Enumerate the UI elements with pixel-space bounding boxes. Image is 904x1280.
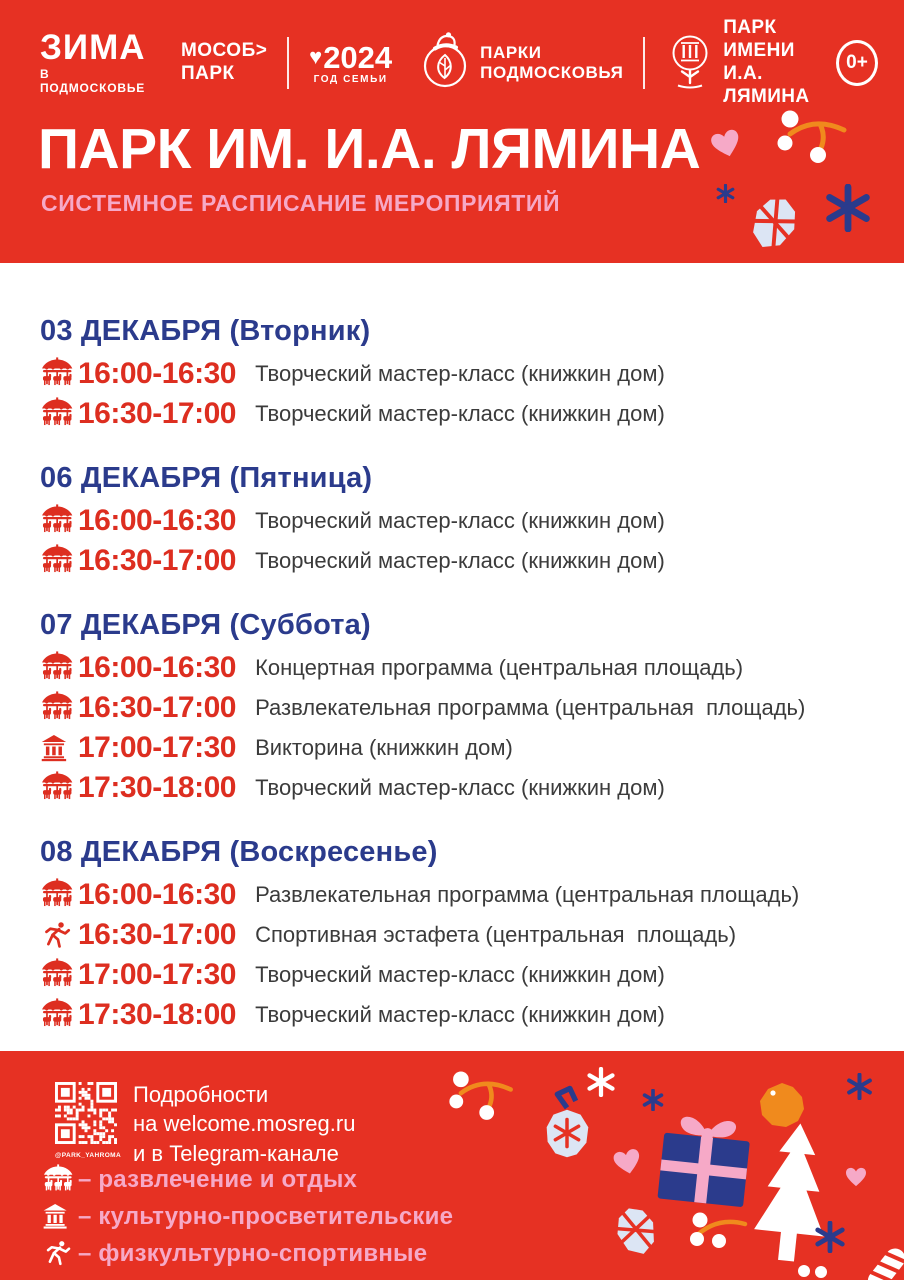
footer xyxy=(0,1051,904,1280)
carousel-icon xyxy=(40,397,78,431)
event-time: 17:30-18:00 xyxy=(78,771,236,804)
event-row xyxy=(40,394,864,434)
header xyxy=(0,0,904,263)
legend xyxy=(42,1161,453,1272)
carousel-icon xyxy=(40,771,78,805)
museum-icon xyxy=(40,734,78,762)
day-block xyxy=(40,464,864,581)
mosobpark-logo xyxy=(181,40,267,86)
event-title: Творческий мастер-класс (книжкин дом) xyxy=(248,775,665,800)
event-time: 16:00-16:30 xyxy=(78,651,236,684)
carousel-icon xyxy=(40,504,78,538)
event-row xyxy=(40,955,864,995)
schedule xyxy=(0,263,904,1051)
qr-caption: @PARK_YAHROMA xyxy=(55,1152,122,1159)
day-block xyxy=(40,317,864,434)
heart-decoration xyxy=(708,127,746,167)
event-time: 16:30-17:00 xyxy=(78,544,236,577)
parki-logo-text xyxy=(480,43,623,84)
snowflake-icon xyxy=(716,184,735,208)
event-title: Творческий мастер-класс (книжкин дом) xyxy=(248,401,665,426)
carousel-icon xyxy=(40,958,78,992)
heart-decoration xyxy=(845,1167,867,1192)
snowflake-icon xyxy=(846,1073,873,1105)
event-time: 16:30-17:00 xyxy=(78,918,236,951)
details-line3: и в Telegram-канале xyxy=(133,1140,339,1166)
carousel-icon xyxy=(40,998,78,1032)
carousel-icon xyxy=(40,878,78,912)
mosobpark-logo-line2: ПАРК xyxy=(180,63,235,84)
park-lyamin-logo xyxy=(665,17,836,108)
carousel-icon xyxy=(40,651,78,685)
berries-decoration xyxy=(688,1207,750,1258)
year-2024-number: 2024 xyxy=(323,39,393,75)
qr-code xyxy=(55,1082,122,1159)
mandarin-decoration xyxy=(758,1081,806,1134)
zima-logo-subtext: В ПОДМОСКОВЬЕ xyxy=(40,67,146,96)
event-title: Развлекательная программа (центральная площадь) xyxy=(248,695,806,720)
event-title: Творческий мастер-класс (книжкин дом) xyxy=(248,508,665,533)
age-rating-badge: 0+ xyxy=(836,40,878,86)
event-time: 17:00-17:30 xyxy=(78,958,236,991)
berries-decoration xyxy=(796,1261,832,1280)
qr-code-image xyxy=(55,1082,117,1144)
event-time: 16:00-16:30 xyxy=(78,878,236,911)
event-title: Творческий мастер-класс (книжкин дом) xyxy=(248,1002,665,1027)
event-time: 16:00-16:30 xyxy=(78,504,236,537)
event-title: Концертная программа (центральная площадь) xyxy=(248,655,744,680)
zima-podmoskovye-logo xyxy=(40,27,147,96)
gift-decoration xyxy=(648,1097,763,1220)
event-title: Развлекательная программа (центральная площадь) xyxy=(248,882,800,907)
berries-decoration xyxy=(776,106,852,171)
day-block xyxy=(40,611,864,808)
park-lyamin-logo-text xyxy=(723,17,836,108)
day-heading: 06 ДЕКАБРЯ (Пятница) xyxy=(40,462,373,494)
museum-icon xyxy=(42,1203,78,1229)
details-line1: Подробности xyxy=(133,1082,269,1107)
poster-subtitle: СИСТЕМНОЕ РАСПИСАНИЕ МЕРОПРИЯТИЙ xyxy=(41,190,561,216)
parki-line2: ПОДМОСКОВЬЯ xyxy=(480,63,624,82)
logo-divider xyxy=(287,37,289,89)
poster-title: ПАРК ИМ. И.А. ЛЯМИНА xyxy=(38,117,701,181)
event-row xyxy=(40,501,864,541)
parki-line1: ПАРКИ xyxy=(480,42,542,62)
leaf-in-hat-icon xyxy=(418,32,472,95)
heart-icon: ♥ xyxy=(309,44,323,69)
christmas-tree-decoration xyxy=(734,1116,851,1280)
event-row xyxy=(40,995,864,1035)
event-row xyxy=(40,768,864,808)
event-time: 16:00-16:30 xyxy=(78,357,236,390)
day-heading: 03 ДЕКАБРЯ (Вторник) xyxy=(40,315,371,347)
carousel-icon xyxy=(40,544,78,578)
parki-podmoskovya-logo xyxy=(418,32,623,95)
event-time: 17:00-17:30 xyxy=(78,731,236,764)
legend-label: – развлечение и отдых xyxy=(78,1165,358,1193)
runner-icon xyxy=(42,1239,78,1268)
legend-row xyxy=(42,1161,453,1198)
event-title: Спортивная эстафета (центральная площадь) xyxy=(248,922,737,947)
snowflake-icon xyxy=(814,1221,846,1258)
pinecone-decoration xyxy=(608,1200,666,1267)
day-heading: 07 ДЕКАБРЯ (Суббота) xyxy=(40,609,371,641)
snowflake-icon xyxy=(824,184,872,237)
year-2024-text xyxy=(309,39,393,75)
logo-divider xyxy=(643,37,645,89)
event-row xyxy=(40,688,864,728)
park-name-line2: И.А. ЛЯМИНА xyxy=(723,63,810,107)
pinecone-decoration xyxy=(739,187,808,263)
event-time: 17:30-18:00 xyxy=(78,998,236,1031)
event-title: Творческий мастер-класс (книжкин дом) xyxy=(248,548,665,573)
year-2024-caption: ГОД СЕМЬИ xyxy=(313,73,388,85)
event-time: 16:30-17:00 xyxy=(78,691,236,724)
legend-row xyxy=(42,1198,453,1235)
park-name-line1: ПАРК ИМЕНИ xyxy=(723,17,795,62)
snowflake-icon xyxy=(642,1089,664,1116)
event-row xyxy=(40,875,864,915)
snowflake-icon xyxy=(586,1067,616,1102)
event-title: Творческий мастер-класс (книжкин дом) xyxy=(248,361,665,386)
logo-row xyxy=(40,17,878,107)
legend-label: – физкультурно-спортивные xyxy=(78,1239,428,1267)
candy-decoration xyxy=(857,1241,904,1280)
event-row xyxy=(40,541,864,581)
event-row xyxy=(40,728,864,768)
day-heading: 08 ДЕКАБРЯ (Воскресенье) xyxy=(40,836,438,868)
year-of-family-2024-logo xyxy=(309,39,393,85)
mosobpark-logo-line1: МОСОБ> xyxy=(180,40,268,62)
carousel-icon xyxy=(40,357,78,391)
legend-label: – культурно-просветительские xyxy=(78,1202,454,1230)
berries-decoration xyxy=(448,1067,518,1128)
details-line2: на welcome.mosreg.ru xyxy=(133,1111,356,1137)
event-row xyxy=(40,915,864,955)
carousel-icon xyxy=(40,691,78,725)
day-block xyxy=(40,838,864,1035)
details-text xyxy=(133,1080,355,1168)
event-title: Викторина (книжкин дом) xyxy=(248,735,513,760)
legend-row xyxy=(42,1235,453,1272)
tree-emblem-icon xyxy=(665,32,715,95)
event-time: 16:30-17:00 xyxy=(78,397,236,430)
heart-decoration xyxy=(611,1146,645,1182)
event-row xyxy=(40,354,864,394)
runner-icon xyxy=(40,920,78,951)
zima-logo-text: ЗИМА xyxy=(40,27,146,67)
ornament-decoration xyxy=(536,1085,598,1186)
carousel-icon xyxy=(42,1164,78,1196)
event-title: Творческий мастер-класс (книжкин дом) xyxy=(248,962,665,987)
event-row xyxy=(40,648,864,688)
